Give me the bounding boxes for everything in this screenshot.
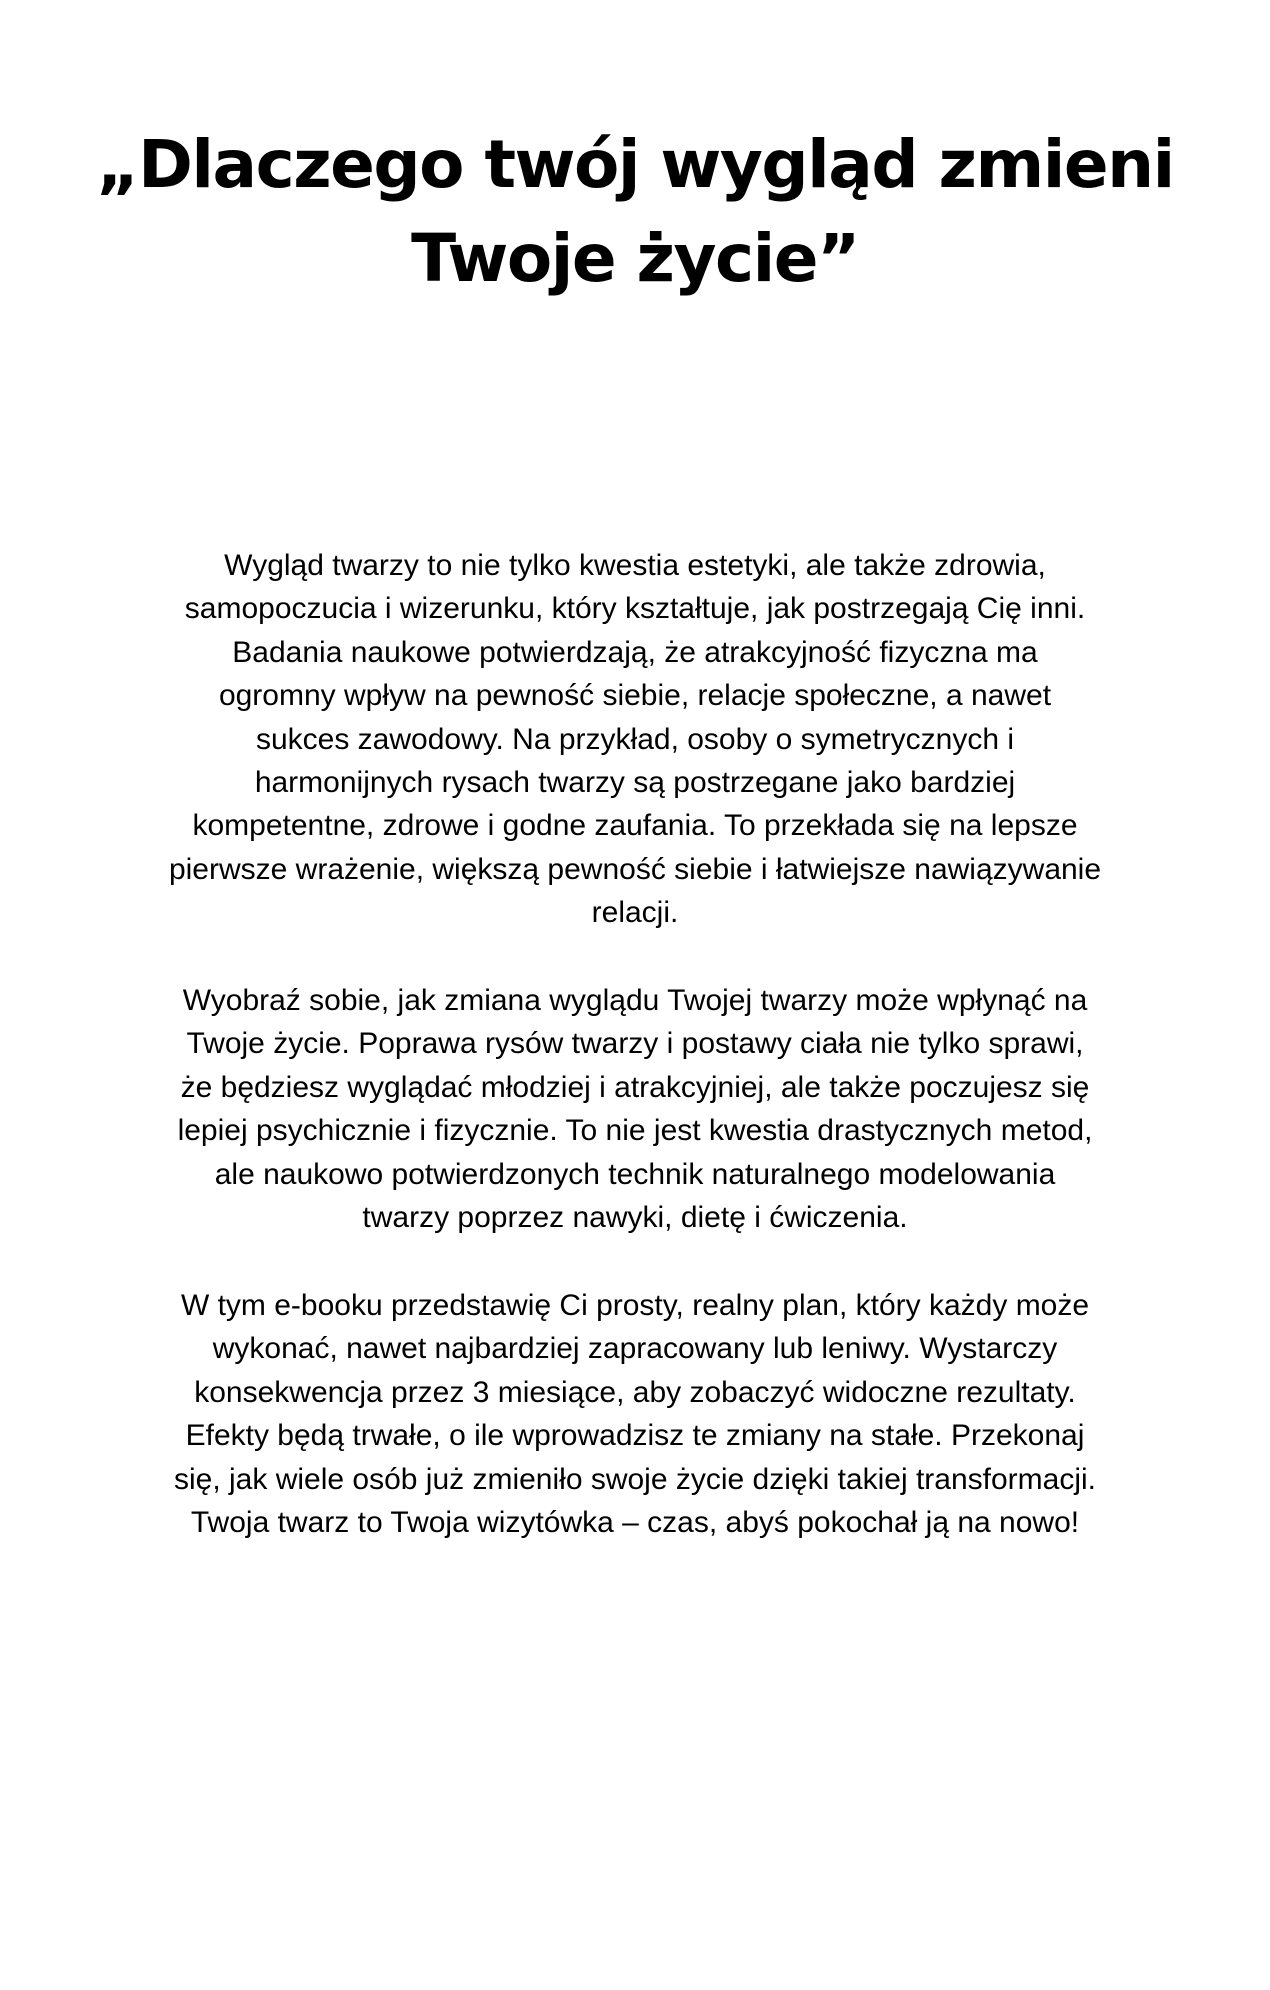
text-line: się, jak wiele osób już zmieniło swoje życie dzięki takiej transformacji.: [173, 1462, 1097, 1496]
text-line: lepiej psychicznie i fizycznie. To nie jest kwestia drastycznych metod,: [177, 1114, 1093, 1148]
text-line: relacji.: [591, 896, 679, 930]
text-line: W tym e-booku przedstawię Ci prosty, realny plan, który każdy może: [180, 1289, 1090, 1322]
paragraph-plan: [0, 1284, 1270, 1544]
text-line: harmonijnych rysach twarzy są postrzegane jako bardziej: [254, 766, 1016, 800]
text-line: Efekty będą trwałe, o ile wprowadzisz te zmiany na stałe. Przekonaj: [185, 1419, 1085, 1453]
text-line: Wygląd twarzy to nie tylko kwestia estetyki, ale także zdrowia,: [224, 549, 1046, 582]
title-line: Twoje życie”: [411, 220, 859, 297]
text-line: konsekwencja przez 3 miesiące, aby zobaczyć widoczne rezultaty.: [194, 1375, 1076, 1409]
text-line: pierwsze wrażenie, większą pewność siebie i łatwiejsze nawiązywanie: [168, 852, 1102, 886]
title-line: „Dlaczego twój wygląd zmieni: [96, 126, 1174, 203]
text-line: ogromny wpływ na pewność siebie, relacje społeczne, a nawet: [218, 679, 1052, 713]
text-line: samopoczucia i wizerunku, który kształtuje, jak postrzegają Cię inni.: [184, 592, 1086, 626]
text-line: kompetentne, zdrowe i godne zaufania. To przekłada się na lepsze: [192, 809, 1078, 843]
paragraph-imagine: [0, 979, 1270, 1239]
text-line: sukces zawodowy. Na przykład, osoby o symetrycznych i: [255, 722, 1015, 756]
text-line: Twoje życie. Poprawa rysów twarzy i postawy ciała nie tylko sprawi,: [186, 1027, 1084, 1061]
text-line: że będziesz wyglądać młodziej i atrakcyjniej, ale także poczujesz się: [180, 1070, 1090, 1104]
text-line: Twoja twarz to Twoja wizytówka – czas, abyś pokochał ją na nowo!: [190, 1506, 1080, 1540]
text-line: wykonać, nawet najbardziej zapracowany lub leniwy. Wystarczy: [212, 1332, 1058, 1366]
text-line: twarzy poprzez nawyki, dietę i ćwiczenia.: [362, 1201, 908, 1235]
text-line: Wyobraź sobie, jak zmiana wyglądu Twojej twarzy może wpłynąć na: [182, 984, 1088, 1017]
page-title: [0, 118, 1270, 306]
text-line: ale naukowo potwierdzonych technik naturalnego modelowania: [214, 1157, 1056, 1191]
paragraph-intro: [0, 544, 1270, 935]
text-line: Badania naukowe potwierdzają, że atrakcyjność fizyczna ma: [232, 635, 1038, 669]
